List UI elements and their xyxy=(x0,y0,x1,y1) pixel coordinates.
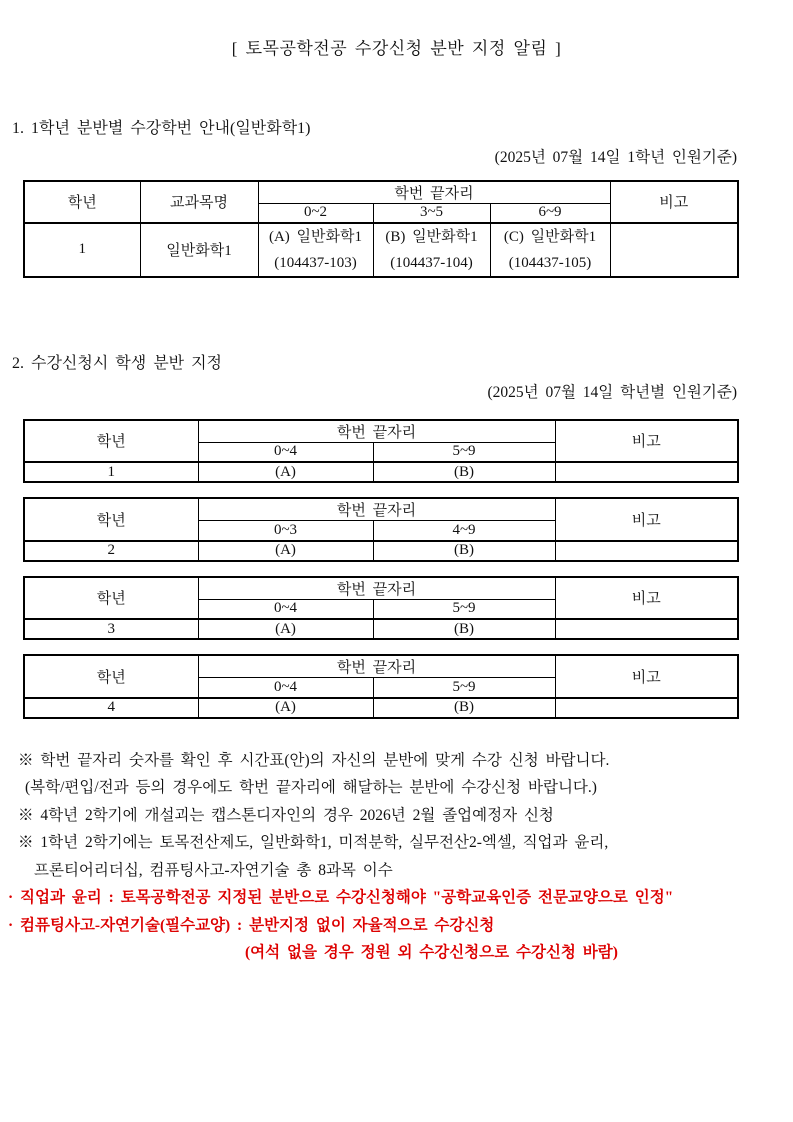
table-row xyxy=(24,223,738,277)
range-header-low: 0~4 xyxy=(198,678,373,698)
table-header-row xyxy=(24,655,738,678)
class-a-code: (104437-103) xyxy=(274,254,357,271)
cell-class-a: (A) xyxy=(198,698,373,718)
range-header-high: 4~9 xyxy=(373,521,555,541)
range-header-low: 0~3 xyxy=(198,521,373,541)
range-header-high: 5~9 xyxy=(373,599,555,619)
note-capstone: ※ 4학년 2학기에 개설괴는 캡스톤디자인의 경우 2026년 2월 졸업예정자 신청 xyxy=(18,806,554,824)
cell-year: 2 xyxy=(24,541,198,561)
range-header-3-5: 3~5 xyxy=(373,204,490,223)
range-header-high: 5~9 xyxy=(373,442,555,462)
cell-class-a: (A) xyxy=(198,462,373,482)
range-header-6-9: 6~9 xyxy=(490,204,610,223)
cell-class-b: (B) xyxy=(373,619,555,639)
col-header-student-id-ending: 학번 끝자리 xyxy=(198,577,555,600)
col-header-note: 비고 xyxy=(610,181,738,223)
table-row xyxy=(24,698,738,718)
section2-table-year4 xyxy=(23,654,739,719)
col-header-student-id-ending: 학번 끝자리 xyxy=(198,420,555,443)
cell-note xyxy=(555,541,738,561)
section1-table xyxy=(23,180,739,278)
section2-table-year2 xyxy=(23,497,739,562)
table-header-row xyxy=(24,181,738,204)
class-a-name: (A) 일반화학1 xyxy=(268,228,363,245)
cell-year: 1 xyxy=(24,223,140,277)
cell-class-a xyxy=(258,223,373,277)
range-header-high: 5~9 xyxy=(373,678,555,698)
table-row xyxy=(24,462,738,482)
cell-class-c xyxy=(490,223,610,277)
col-header-course: 교과목명 xyxy=(140,181,258,223)
document-title: [ 토목공학전공 수강신청 분반 지정 알림 ] xyxy=(231,39,562,58)
class-c-name: (C) 일반화학1 xyxy=(503,228,597,245)
note-first-year-courses-continued: 프론티어리더십, 컴퓨팅사고-자연기술 총 8과목 이수 xyxy=(34,861,393,879)
class-b-name: (B) 일반화학1 xyxy=(385,228,478,245)
section1-date-note: (2025년 07월 14일 1학년 인원기준) xyxy=(494,149,737,166)
col-header-student-id-ending: 학번 끝자리 xyxy=(198,655,555,678)
section2-date-note: (2025년 07월 14일 학년별 인원기준) xyxy=(487,383,737,401)
range-header-0-2: 0~2 xyxy=(258,204,373,223)
cell-note xyxy=(555,462,738,482)
cell-year: 1 xyxy=(24,462,198,482)
range-header-low: 0~4 xyxy=(198,442,373,462)
cell-class-b: (B) xyxy=(373,541,555,561)
col-header-note: 비고 xyxy=(555,577,738,620)
cell-class-b: (B) xyxy=(373,698,555,718)
range-header-low: 0~4 xyxy=(198,599,373,619)
table-header-row xyxy=(24,577,738,600)
section2-table-year3 xyxy=(23,576,739,641)
note-red-ethics: · 직업과 윤리 : 토목공학전공 지정된 분반으로 수강신청해야 "공학교육인증 전문교양으로 인정" xyxy=(8,889,674,906)
note-first-year-courses: ※ 1학년 2학기에는 토목전산제도, 일반화학1, 미적분학, 실무전산2-엑셀, 직업과 윤리, xyxy=(18,834,609,851)
class-b-code: (104437-104) xyxy=(390,254,473,271)
note-red-computing: · 컴퓨팅사고-자연기술(필수교양) : 분반지정 없이 자율적으로 수강신청 xyxy=(8,916,495,934)
cell-note xyxy=(610,223,738,277)
cell-year: 4 xyxy=(24,698,198,718)
cell-class-a: (A) xyxy=(198,619,373,639)
note-id-check-continued: (복학/편입/전과 등의 경우에도 학번 끝자리에 해달하는 분반에 수강신청 바랍니다.) xyxy=(25,779,597,796)
cell-class-b: (B) xyxy=(373,462,555,482)
cell-course: 일반화학1 xyxy=(140,223,258,277)
note-id-check: ※ 학번 끝자리 숫자를 확인 후 시간표(안)의 자신의 분반에 맞게 수강 신청 바랍니다. xyxy=(18,751,610,769)
col-header-student-id-ending: 학번 끝자리 xyxy=(198,498,555,521)
col-header-year: 학년 xyxy=(24,498,198,541)
section1-heading: 1. 1학년 분반별 수강학번 안내(일반화학1) xyxy=(12,120,311,137)
cell-class-a: (A) xyxy=(198,541,373,561)
col-header-note: 비고 xyxy=(555,498,738,541)
cell-note xyxy=(555,698,738,718)
col-header-year: 학년 xyxy=(24,420,198,463)
col-header-year: 학년 xyxy=(24,181,140,223)
cell-year: 3 xyxy=(24,619,198,639)
notes-block xyxy=(0,747,793,967)
section2-heading: 2. 수강신청시 학생 분반 지정 xyxy=(12,354,223,372)
cell-class-b xyxy=(373,223,490,277)
section2-table-year1 xyxy=(23,419,739,484)
table-header-row xyxy=(24,498,738,521)
col-header-year: 학년 xyxy=(24,577,198,620)
table-row xyxy=(24,619,738,639)
note-red-computing-continued: (여석 없을 경우 정원 외 수강신청으로 수강신청 바람) xyxy=(245,944,618,961)
table-row xyxy=(24,541,738,561)
cell-note xyxy=(555,619,738,639)
col-header-year: 학년 xyxy=(24,655,198,698)
col-header-note: 비고 xyxy=(555,655,738,698)
class-c-code: (104437-105) xyxy=(508,254,592,271)
col-header-note: 비고 xyxy=(555,420,738,463)
table-header-row xyxy=(24,420,738,443)
col-header-student-id-ending: 학번 끝자리 xyxy=(258,181,610,204)
